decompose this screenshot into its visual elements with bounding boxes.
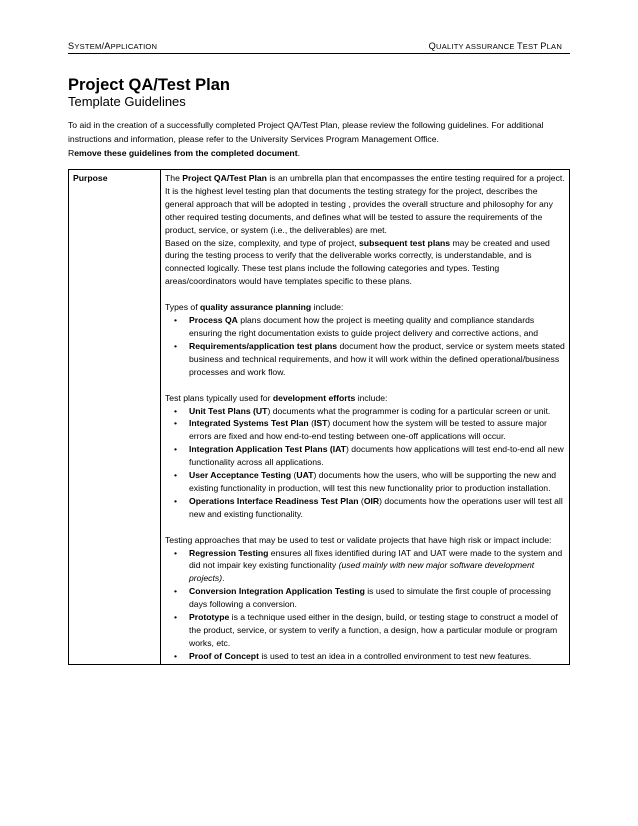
qa-types-intro: Types of quality assurance planning include:	[165, 302, 344, 313]
guidelines-table	[68, 169, 570, 665]
list-item: • Requirements/application test plans document how the product, service or system meets stated business and technical requirements, and how it will work within the defined operational/business processes and work flow.	[189, 340, 565, 379]
list-item: • Integrated Systems Test Plan (IST) document how the system will be tested to assure major errors are fixed and how end-to-end testing between one-off applications will occur.	[189, 417, 565, 443]
header-document-name: QUALITY ASSURANCE TEST PLAN	[428, 41, 562, 51]
list-item: • Proof of Concept is used to test an idea in a controlled environment to test new features.	[189, 650, 565, 663]
page-subtitle: Template Guidelines	[68, 94, 186, 109]
dev-plans-intro: Test plans typically used for development efforts include:	[165, 392, 388, 403]
risk-approaches-list	[165, 547, 565, 663]
row-label-purpose: Purpose	[69, 170, 161, 665]
list-item: • Regression Testing ensures all fixes identified during IAT and UAT were made to the system and did not impair key existing functionality (used mainly with new major software development projects).	[189, 547, 565, 586]
table-row	[69, 170, 570, 665]
dev-plans-list	[165, 405, 565, 521]
risk-approaches-intro: Testing approaches that may be used to test or validate projects that have high risk or impact include:	[165, 534, 552, 545]
running-header	[68, 40, 570, 54]
purpose-paragraph: The Project QA/Test Plan is an umbrella plan that encompasses the entire testing required for a project. It is the highest level testing plan that documents the testing strategy for the project, describes the general approach that will be adopted in testing , provides the overall structure and philosophy for any other required testing documents, and defines what will be tested to assure the requirements of the product, service, or system (i.e., the deliverables) are met.	[165, 173, 565, 235]
list-item: • Conversion Integration Application Testing is used to simulate the first couple of processing days following a conversion.	[189, 585, 565, 611]
list-item: • Integration Application Test Plans (IAT) documents how applications will test end-to-end all new functionality across all applications.	[189, 443, 565, 469]
list-item: • Operations Interface Readiness Test Plan (OIR) documents how the operations user will test all new and existing functionality.	[189, 495, 565, 521]
qa-types-list	[165, 314, 565, 379]
list-item: • Unit Test Plans (UT) documents what the programmer is coding for a particular screen or unit.	[189, 405, 565, 418]
subsequent-plans-paragraph: Based on the size, complexity, and type of project, subsequent test plans may be created and used during the testing process to verify that the deliverable works correctly, is understandable, and is connected logically. These test plans include the following categories and types. Testing areas/coordinators would have templates specific to these plans.	[165, 237, 550, 287]
page-title: Project QA/Test Plan	[68, 76, 230, 94]
header-section-name: SYSTEM/APPLICATION	[68, 41, 158, 51]
purpose-content	[161, 170, 570, 665]
list-item: • Process QA plans document how the project is meeting quality and compliance standards ensuring the right documentation exists to guide project delivery and corrective actions, and	[189, 314, 565, 340]
list-item: • Prototype is a technique used either in the design, build, or testing stage to construct a model of the product, service, or system to verify a function, a design, how a particular module or program works, etc.	[189, 611, 565, 650]
intro-text: To aid in the creation of a successfully completed Project QA/Test Plan, please review the following guidelines. For additional instructions and information, please refer to the University Services Program Management Office.	[68, 120, 544, 144]
intro-remove-note: Remove these guidelines from the completed document.	[68, 148, 300, 158]
intro-paragraph	[68, 118, 568, 160]
list-item: • User Acceptance Testing (UAT) documents how the users, who will be supporting the new and existing functionality in production, will test this new functionality prior to production installation.	[189, 469, 565, 495]
